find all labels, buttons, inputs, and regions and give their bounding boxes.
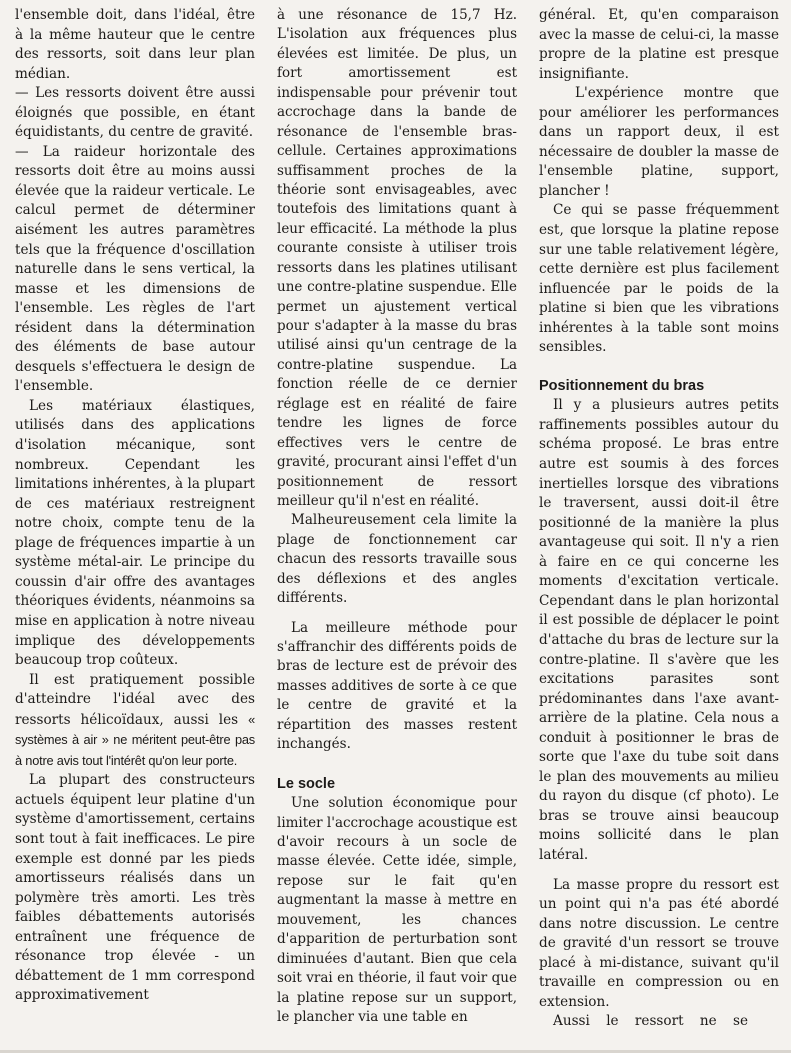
paragraph-text: Il est pratiquement possible d'atteindre l'idéal avec des ressorts hélicoïdaux, aussi les — [15, 671, 255, 728]
paragraph: général. Et, qu'en comparaison avec la masse de celui-ci, la masse propre de la platine est presque insignifiante. — [539, 7, 779, 82]
paragraph: La masse propre du ressort est un point qui n'a pas été abordé dans notre discussion. Le centre de gravité d'un ressort se trouve placé à mi-distance, suivant qu'il travaille en compression ou en extension. — [539, 876, 779, 1010]
paragraph: L'expérience montre que pour améliorer les performances dans un rapport deux, il est nécessaire de doubler la masse de l'ensemble platine, support, plancher ! — [539, 85, 779, 199]
paragraph: — La raideur horizontale des ressorts doit être au moins aussi élevée que la raideur verticale. Le calcul permet de déterminer aisément les autres paramètres tels que la fréquence d'oscillation naturelle dans le sens vertical, la masse et les dimensions de l'ensemble. Les règles de l'art résident dans la détermination des éléments de base autour desquels s'effectuera le design de l'ensemble. — [15, 143, 255, 395]
text-column-2 — [277, 6, 517, 1027]
section-heading-socle: Le socle — [277, 775, 336, 792]
paragraph: Il y a plusieurs autres petits raffinements possibles autour du schéma proposé. Le bras entre autre est soumis à des forces inertielles lorsque des vibrations le traversent, aussi doit-il être positionné de la manière la plus avantageuse qui soit. Il n'y a rien à faire en ce qui concerne les moments d'excitation verticale. Cependant dans le plan horizontal il est possible de déplacer le point d'attache du bras de lecture sur la contre-platine. Il s'avère que les excitations parasites sont prédominantes dans l'axe avant-arrière de la platine. Cela nous a conduit à positionner le bras de sorte que l'axe du tube soit dans le plan des mouvements au milieu du rayon du disque (cf photo). Le bras se trouve ainsi beaucoup moins sollicité dans le plan latéral. — [539, 397, 779, 863]
paragraph: La meilleure méthode pour s'affranchir des différents poids de bras de lecture est de prévoir des masses additives de sorte à ce que le centre de gravité et la répartition des masses restent inchangés. — [277, 619, 517, 753]
text-column-1 — [15, 6, 255, 1006]
paragraph: Malheureusement cela limite la plage de fonctionnement car chacun des ressorts travaille sous des déflexions et des angles différents. — [277, 512, 517, 607]
paragraph: Une solution économique pour limiter l'accrochage acoustique est d'avoir recours à un socle de masse élevée. Cette idée, simple, repose sur le fait qu'en augmentant la masse à mettre en mouvement, les chances d'apparition de perturbation sont diminuées d'autant. Bien que cela soit vrai en théorie, il faut voir que la platine repose sur un support, le plancher via une table en — [277, 795, 517, 1025]
paragraph: Les matériaux élastiques, utilisés dans des applications d'isolation mécanique, sont nombreux. Cependant les limitations inhérentes, à la plupart de ces matériaux restreignent notre choix, compte tenu de la plage de fréquences impartie à un système métal-air. Le principe du coussin d'air offre des avantages théoriques évidents, néanmoins sa mise en application à notre niveau implique des développements beaucoup trop coûteux. — [15, 397, 255, 669]
paragraph: l'ensemble doit, dans l'idéal, être à la même hauteur que le centre des ressorts, soit dans leur plan médian. — [15, 7, 255, 82]
paragraph: Ce qui se passe fréquemment est, que lorsque la platine repose sur une table relativement légère, cette dernière est plus facilement influencée par le poids de la platine si bien que les vibrations inhérentes à la table sont moins sensibles. — [539, 202, 779, 356]
paragraph: Aussi le ressort ne se — [553, 1013, 749, 1030]
text-column-3 — [539, 6, 779, 1032]
section-heading-bras: Positionnement du bras — [539, 377, 705, 394]
paragraph: à une résonance de 15,7 Hz. L'isolation aux fréquences plus élevées est limitée. De plus, un fort amortissement est indispensable pour prévenir tout accrochage dans la bande de résonance de l'ensemble bras-cellule. Certaines approximations suffisamment proches de la théorie sont envisageables, avec toutefois des limitations quant à leur efficacité. La méthode la plus courante consiste à utiliser trois ressorts dans les platines utilisant une contre-platine suspendue. Elle permet un ajustement vertical pour s'adapter à la masse du bras utilisé ainsi qu'un centrage de la contre-platine suspendue. La fonction réelle de ce dernier réglage est en réalité de faire tendre les lignes de force effectives vers le centre de gravité, procurant ainsi l'effet d'un positionnement de ressort meilleur qu'il n'est en réalité. — [277, 7, 517, 509]
paragraph-text-sans: « systèmes à air » ne méritent peut-être pas à notre avis tout l'intérêt qu'on leur porte. — [15, 711, 255, 768]
paragraph: La plupart des constructeurs actuels équipent leur platine d'un système d'amortissement, certains sont tout à fait inefficaces. Le pire exemple est donné par les pieds amortisseurs réalisés dans un polymère très amorti. Les très faibles débattements autorisés entraînent une fréquence de résonance trop élevée - un débattement de 1 mm correspond approximativement — [15, 772, 255, 1004]
paragraph — [15, 671, 255, 772]
paragraph: — Les ressorts doivent être aussi éloignés que possible, en étant équidistants, du centre de gravité. — [15, 85, 255, 141]
